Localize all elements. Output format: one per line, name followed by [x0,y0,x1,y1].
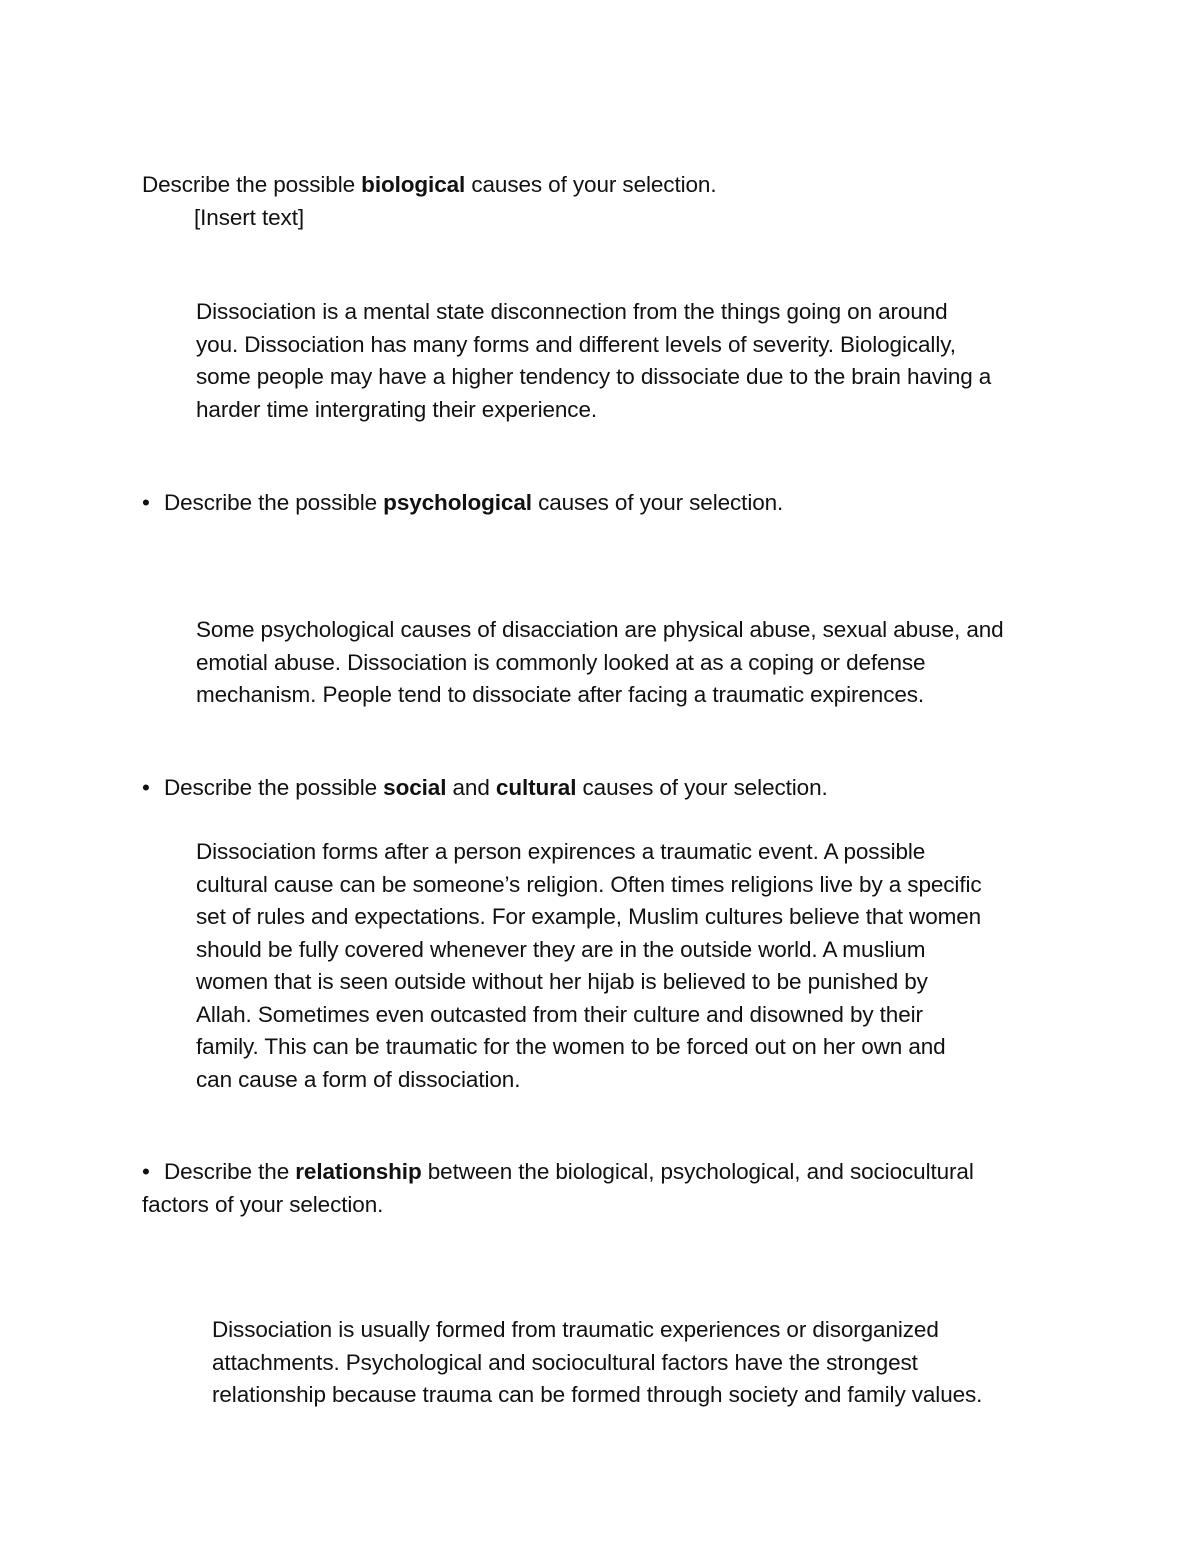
prompt-text: Describe the possible [164,490,384,515]
answer-line: Dissociation is usually formed from traumatic experiences or disorganized [212,1317,939,1342]
prompt-text: causes of your selection. [465,172,717,197]
prompt-text: and [446,775,496,800]
answer-line: attachments. Psychological and sociocultural factors have the strongest [212,1349,918,1375]
social-cultural-prompt [142,772,828,805]
answer-line: women that is seen outside without her hijab is believed to be punished by [196,969,928,994]
answer-line: can cause a form of dissociation. [196,1066,521,1092]
answer-line: set of rules and expectations. For example, Muslim cultures believe that women [196,904,982,929]
prompt-keyword: relationship [295,1159,422,1184]
answer-line: you. Dissociation has many forms and different levels of severity. Biologically, [196,331,956,357]
prompt-text: Describe the [164,1159,296,1184]
relationship-answer [212,1314,982,1412]
prompt-text: Describe the possible [142,172,362,197]
answer-line: some people may have a higher tendency to dissociate due to the brain having a [196,364,992,389]
prompt-keyword: psychological [383,490,532,515]
bullet: • [142,1159,150,1184]
prompt-text: causes of your selection. [531,490,784,515]
insert-text-placeholder: [Insert text] [194,205,304,230]
answer-line: emotial abuse. Dissociation is commonly looked at as a coping or defense [196,649,926,675]
answer-line: Dissociation is a mental state disconnection from the things going on around [196,299,948,324]
answer-line: Some psychological causes of disacciation are physical abuse, sexual abuse, and [196,617,1004,642]
prompt-keyword: social [383,775,447,800]
prompt-text: between the biological, psychological, and sociocultural [421,1159,974,1184]
relationship-prompt-line2: factors of your selection. [142,1192,384,1217]
answer-line: relationship because trauma can be formed through society and family values. [212,1382,983,1407]
answer-line: mechanism. People tend to dissociate after facing a traumatic expirences. [196,682,925,707]
biological-answer [196,296,991,426]
bullet: • [142,775,150,800]
prompt-text: Describe the possible [164,775,384,800]
prompt-keyword: cultural [495,775,577,800]
relationship-prompt [142,1156,974,1189]
prompt-keyword: biological [361,172,466,197]
prompt-text: causes of your selection. [576,775,828,800]
answer-line: Allah. Sometimes even outcasted from their culture and disowned by their [196,1001,923,1027]
answer-line: should be fully covered whenever they are in the outside world. A muslium [196,936,926,962]
answer-line: harder time intergrating their experience. [196,396,598,422]
bullet: • [142,490,150,515]
answer-line: Dissociation forms after a person expirences a traumatic event. A possible [196,839,926,864]
social-cultural-answer [196,836,982,1096]
biological-prompt [142,169,716,202]
psychological-prompt [142,487,783,520]
answer-line: family. This can be traumatic for the women to be forced out on her own and [196,1034,946,1059]
psychological-answer [196,614,1004,712]
answer-line: cultural cause can be someone’s religion. Often times religions live by a specific [196,871,982,897]
